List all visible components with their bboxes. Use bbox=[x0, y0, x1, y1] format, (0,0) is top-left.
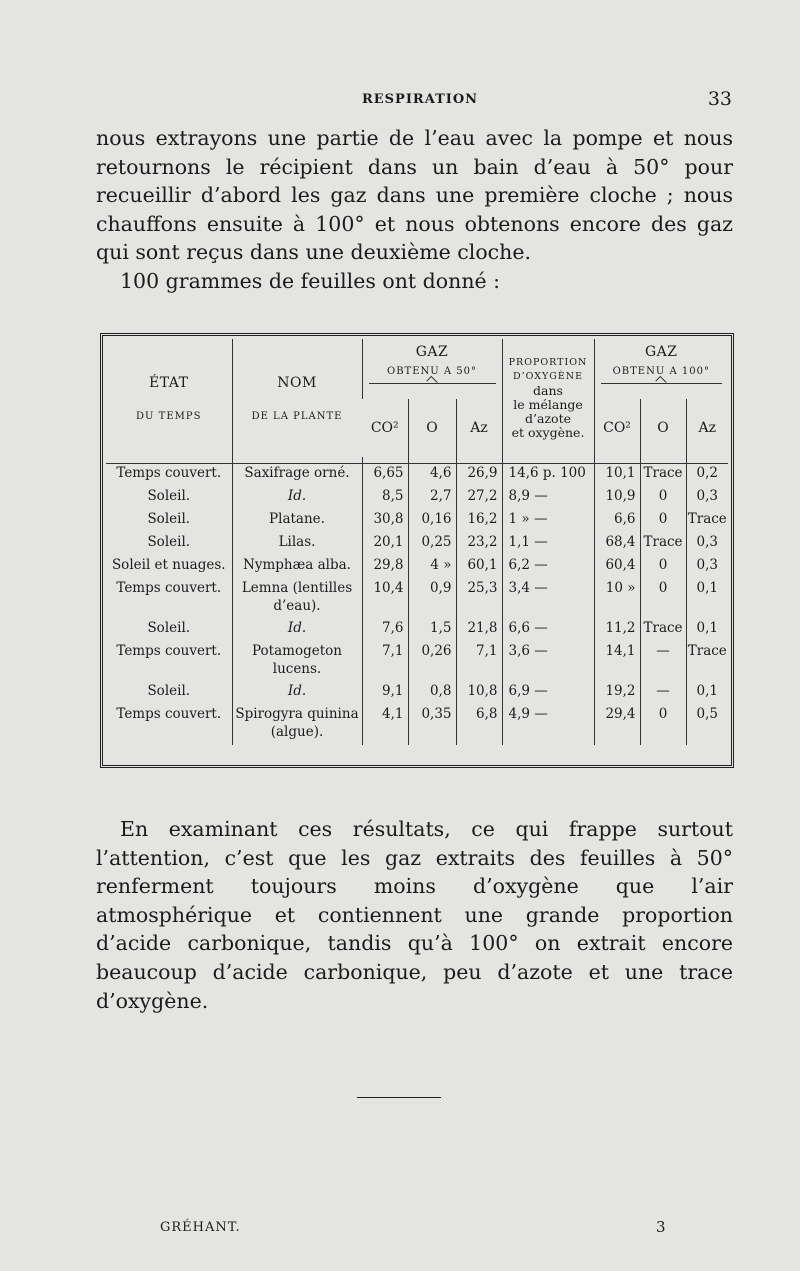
header-o-50: O bbox=[408, 399, 456, 457]
cell-az-100: 0,1 bbox=[686, 579, 728, 619]
cell-co2-50: 29,8 bbox=[362, 556, 408, 579]
cell-az-100: 0,3 bbox=[686, 487, 728, 510]
header-gaz-50-sub: OBTENU A 50° bbox=[387, 366, 477, 377]
cell-co2-100: 14,1 bbox=[594, 642, 640, 682]
cell-nom: Id. bbox=[232, 619, 362, 642]
cell-etat: Soleil. bbox=[147, 620, 191, 636]
cell-o-100: 0 bbox=[640, 579, 686, 619]
header-gaz-50 bbox=[362, 339, 502, 399]
header-gaz-50-label: GAZ bbox=[415, 344, 449, 360]
cell-co2-50: 10,4 bbox=[362, 579, 408, 619]
cell-co2-100: 29,4 bbox=[594, 705, 640, 745]
cell-etat: Temps couvert. bbox=[116, 706, 222, 722]
cell-az-100: Trace bbox=[686, 642, 728, 682]
cell-nom: Saxifrage orné. bbox=[232, 464, 362, 488]
cell-co2-100: 60,4 bbox=[594, 556, 640, 579]
cell-az-50: 21,8 bbox=[456, 619, 502, 642]
cell-o-50: 4 » bbox=[408, 556, 456, 579]
cell-co2-100: 19,2 bbox=[594, 682, 640, 705]
footer-signature: 3 bbox=[656, 1218, 666, 1236]
results-table bbox=[106, 339, 728, 745]
table-row bbox=[106, 705, 728, 745]
header-proportion-l1: PROPORTION bbox=[508, 357, 588, 368]
brace-50 bbox=[369, 383, 496, 394]
cell-proportion: 8,9 — bbox=[502, 487, 594, 510]
cell-nom: Id. bbox=[232, 487, 362, 510]
cell-az-100: 0,5 bbox=[686, 705, 728, 745]
cell-nom: Id. bbox=[232, 682, 362, 705]
header-etat-label: ÉTAT bbox=[149, 374, 189, 391]
header-etat bbox=[106, 339, 232, 457]
results-table-frame bbox=[100, 333, 734, 768]
header-proportion-l6: et oxygène. bbox=[511, 425, 585, 440]
cell-o-100: 0 bbox=[640, 487, 686, 510]
cell-az-50: 16,2 bbox=[456, 510, 502, 533]
cell-nom: Lemna (lentilles d’eau). bbox=[232, 579, 362, 619]
cell-etat: Soleil. bbox=[147, 511, 191, 527]
cell-co2-100: 10 » bbox=[594, 579, 640, 619]
cell-o-100: 0 bbox=[640, 556, 686, 579]
cell-az-100: 0,3 bbox=[686, 556, 728, 579]
cell-co2-50: 9,1 bbox=[362, 682, 408, 705]
header-nom-sub: DE LA PLANTE bbox=[251, 410, 343, 422]
table-row bbox=[106, 510, 728, 533]
cell-proportion: 6,2 — bbox=[502, 556, 594, 579]
cell-co2-50: 4,1 bbox=[362, 705, 408, 745]
cell-az-50: 26,9 bbox=[456, 464, 502, 488]
header-o-100: O bbox=[640, 399, 686, 457]
cell-proportion: 4,9 — bbox=[502, 705, 594, 745]
header-etat-sub: DU TEMPS bbox=[136, 410, 202, 422]
header-proportion-l4: le mélange bbox=[513, 397, 583, 412]
cell-co2-50: 7,6 bbox=[362, 619, 408, 642]
cell-etat: Soleil et nuages. bbox=[111, 557, 226, 573]
cell-proportion: 3,6 — bbox=[502, 642, 594, 682]
paragraph-intro: nous extrayons une partie de l’eau avec la pompe et nous retournons le récipient dans un bain d’eau à 50° pour recueillir d’abord les gaz dans une première cloche ; nous chauffons ensuite à 100° et nous obtenons encore des gaz qui sont reçus dans une deuxième cloche. bbox=[96, 126, 733, 265]
table-row bbox=[106, 464, 728, 488]
cell-etat: Soleil. bbox=[147, 534, 191, 550]
footer-author: GRÉHANT. bbox=[160, 1220, 241, 1235]
cell-az-100: 0,2 bbox=[686, 464, 728, 488]
table-row bbox=[106, 579, 728, 619]
cell-nom: Spirogyra quinina (algue). bbox=[232, 705, 362, 745]
header-co2-100: CO² bbox=[594, 399, 640, 457]
cell-co2-50: 8,5 bbox=[362, 487, 408, 510]
table-row bbox=[106, 619, 728, 642]
cell-az-50: 27,2 bbox=[456, 487, 502, 510]
cell-az-50: 6,8 bbox=[456, 705, 502, 745]
table-row bbox=[106, 556, 728, 579]
header-gaz-100 bbox=[594, 339, 728, 399]
running-title: RESPIRATION bbox=[361, 92, 479, 107]
header-nom bbox=[232, 339, 362, 457]
cell-az-100: 0,1 bbox=[686, 619, 728, 642]
cell-nom: Lilas. bbox=[232, 533, 362, 556]
header-proportion bbox=[502, 339, 594, 457]
header-gaz-100-sub: OBTENU A 100° bbox=[612, 366, 710, 377]
cell-co2-50: 7,1 bbox=[362, 642, 408, 682]
cell-proportion: 1,1 — bbox=[502, 533, 594, 556]
cell-o-50: 1,5 bbox=[408, 619, 456, 642]
header-proportion-l3: dans bbox=[533, 383, 563, 398]
cell-o-50: 0,25 bbox=[408, 533, 456, 556]
cell-co2-50: 6,65 bbox=[362, 464, 408, 488]
cell-etat: Temps couvert. bbox=[116, 643, 222, 659]
cell-az-100: Trace bbox=[686, 510, 728, 533]
cell-o-50: 0,35 bbox=[408, 705, 456, 745]
cell-co2-100: 10,9 bbox=[594, 487, 640, 510]
cell-nom: Potamogeton lucens. bbox=[232, 642, 362, 682]
cell-az-50: 60,1 bbox=[456, 556, 502, 579]
table-row bbox=[106, 682, 728, 705]
cell-co2-100: 10,1 bbox=[594, 464, 640, 488]
cell-co2-100: 11,2 bbox=[594, 619, 640, 642]
cell-nom: Nymphæa alba. bbox=[232, 556, 362, 579]
cell-co2-50: 20,1 bbox=[362, 533, 408, 556]
end-rule bbox=[357, 1097, 441, 1098]
cell-etat: Temps couvert. bbox=[116, 580, 222, 596]
header-gaz-100-label: GAZ bbox=[645, 344, 678, 360]
cell-proportion: 3,4 — bbox=[502, 579, 594, 619]
cell-etat: Soleil. bbox=[147, 683, 191, 699]
cell-o-100: 0 bbox=[640, 705, 686, 745]
cell-proportion: 6,9 — bbox=[502, 682, 594, 705]
cell-etat: Temps couvert. bbox=[116, 465, 222, 481]
cell-o-100: — bbox=[640, 682, 686, 705]
cell-proportion: 1 » — bbox=[502, 510, 594, 533]
cell-az-50: 25,3 bbox=[456, 579, 502, 619]
cell-o-50: 4,6 bbox=[408, 464, 456, 488]
header-proportion-l5: d’azote bbox=[525, 411, 571, 426]
cell-nom: Platane. bbox=[232, 510, 362, 533]
table-row bbox=[106, 487, 728, 510]
cell-etat: Soleil. bbox=[147, 488, 191, 504]
header-nom-label: NOM bbox=[277, 374, 317, 391]
cell-co2-50: 30,8 bbox=[362, 510, 408, 533]
cell-az-100: 0,1 bbox=[686, 682, 728, 705]
paragraph-conclusion: En examinant ces résultats, ce qui frappe surtout l’attention, c’est que les gaz extraits des feuilles à 50° renferment toujours moins d’oxygène que l’air atmosphérique et contiennent une grande proportion d’acide carbonique, tandis qu’à 100° on extrait encore beaucoup d’acide carbonique, peu d’azote et une trace d’oxygène. bbox=[96, 817, 733, 1013]
cell-o-100: — bbox=[640, 642, 686, 682]
header-proportion-l2: D’OXYGÈNE bbox=[512, 371, 584, 382]
cell-o-100: Trace bbox=[640, 464, 686, 488]
header-az-50: Az bbox=[456, 399, 502, 457]
cell-az-100: 0,3 bbox=[686, 533, 728, 556]
paragraph-table-lead: 100 grammes de feuilles ont donné : bbox=[120, 269, 501, 293]
cell-o-100: Trace bbox=[640, 533, 686, 556]
table-row bbox=[106, 533, 728, 556]
running-head bbox=[0, 88, 800, 112]
page-number: 33 bbox=[707, 88, 732, 110]
cell-o-100: 0 bbox=[640, 510, 686, 533]
cell-az-50: 23,2 bbox=[456, 533, 502, 556]
cell-o-50: 0,9 bbox=[408, 579, 456, 619]
header-co2-50: CO² bbox=[370, 420, 399, 436]
cell-o-50: 2,7 bbox=[408, 487, 456, 510]
cell-proportion: 6,6 — bbox=[502, 619, 594, 642]
cell-az-50: 10,8 bbox=[456, 682, 502, 705]
cell-co2-100: 6,6 bbox=[594, 510, 640, 533]
table-row bbox=[106, 642, 728, 682]
brace-100 bbox=[601, 383, 723, 394]
cell-proportion: 14,6 p. 100 bbox=[502, 464, 594, 488]
cell-o-100: Trace bbox=[640, 619, 686, 642]
cell-co2-100: 68,4 bbox=[594, 533, 640, 556]
cell-o-50: 0,16 bbox=[408, 510, 456, 533]
cell-o-50: 0,26 bbox=[408, 642, 456, 682]
cell-o-50: 0,8 bbox=[408, 682, 456, 705]
header-az-100: Az bbox=[686, 399, 728, 457]
cell-az-50: 7,1 bbox=[456, 642, 502, 682]
